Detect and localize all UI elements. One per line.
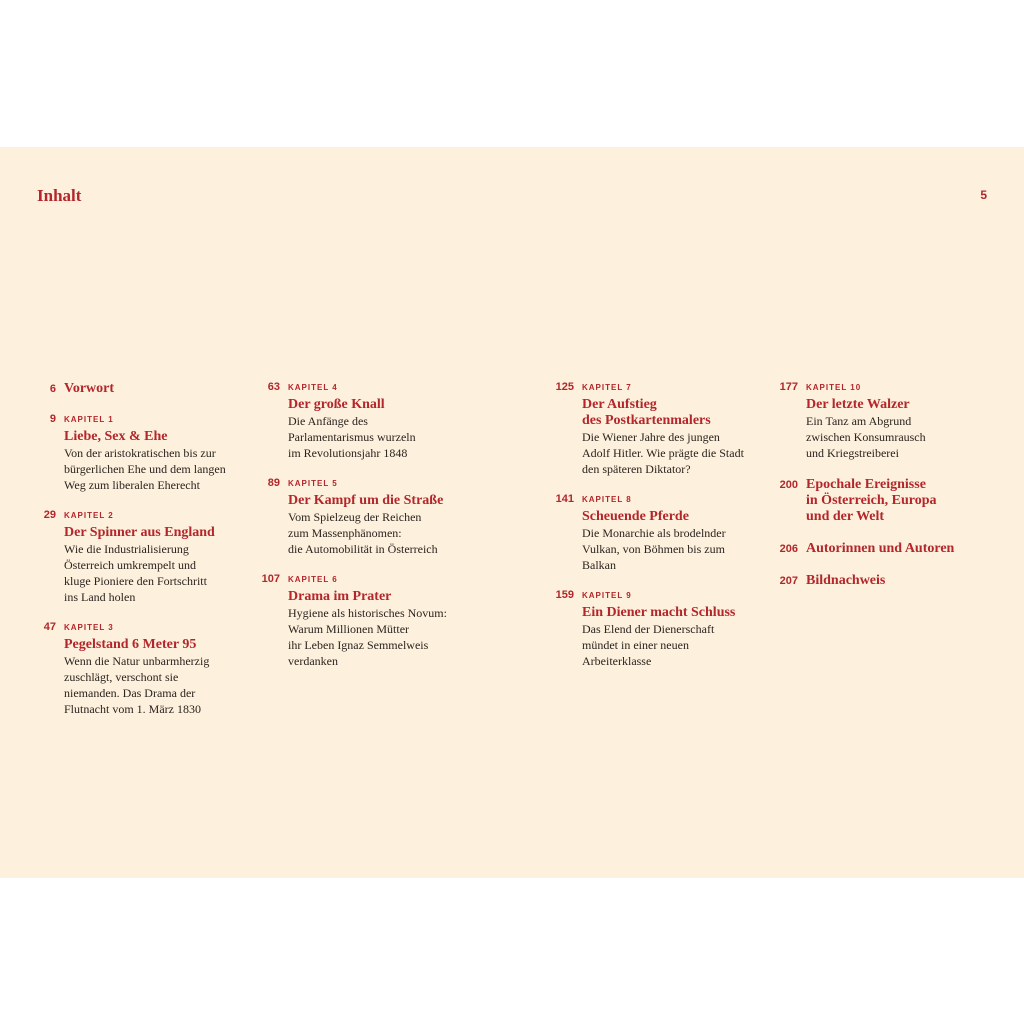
toc-title: Ein Diener macht Schluss [582, 605, 736, 620]
toc-description: Von der aristokratischen bis zur bürgerlichen Ehe und dem langen Weg zum liberalen Eherecht [64, 446, 226, 492]
toc-title: Bildnachweis [806, 573, 886, 588]
toc-description: Hygiene als historisches Novum: Warum Millionen Mütter ihr Leben Ignaz Semmelweis verdanken [288, 606, 447, 668]
toc-description: Wie die Industrialisierung Österreich umkrempelt und kluge Pioniere den Fortschritt ins Land holen [64, 542, 207, 604]
toc-entry[interactable] [43, 509, 264, 605]
toc-page-number: 177 [779, 381, 798, 393]
toc-description: Das Elend der Dienerschaft mündet in einer neuen Arbeiterklasse [582, 622, 715, 668]
toc-page-number: 47 [43, 621, 56, 633]
toc-entry[interactable] [779, 477, 1006, 525]
toc-page-number: 206 [779, 543, 798, 555]
toc-page-number: 159 [555, 589, 574, 601]
toc-entry[interactable] [43, 621, 264, 717]
chapter-label: KAPITEL 7 [582, 383, 632, 392]
toc-description: Ein Tanz am Abgrund zwischen Konsumrausch und Kriegstreiberei [806, 414, 926, 460]
chapter-label: KAPITEL 6 [288, 575, 338, 584]
toc-column-4 [779, 381, 1006, 589]
chapter-label: KAPITEL 8 [582, 495, 632, 504]
toc-page-number: 141 [555, 493, 574, 505]
toc-description: Die Monarchie als brodelnder Vulkan, von Böhmen bis zum Balkan [582, 526, 726, 572]
toc-entry[interactable] [49, 381, 264, 397]
toc-title: Der große Knall [288, 397, 385, 412]
toc-page-number: 125 [555, 381, 574, 393]
toc-title: Liebe, Sex & Ehe [64, 429, 168, 444]
toc-column-1 [43, 381, 264, 717]
chapter-label: KAPITEL 9 [582, 591, 632, 600]
toc-entry[interactable] [555, 493, 782, 573]
toc-entry[interactable] [779, 381, 1006, 461]
toc-title: Der Aufstieg des Postkartenmalers [582, 397, 711, 428]
toc-entry[interactable] [555, 589, 782, 669]
chapter-label: KAPITEL 10 [806, 383, 862, 392]
toc-description: Die Wiener Jahre des jungen Adolf Hitler. Wie prägte die Stadt den späteren Diktator? [582, 430, 744, 476]
toc-title: Pegelstand 6 Meter 95 [64, 637, 197, 652]
toc-page-number: 107 [261, 573, 280, 585]
toc-column-3 [555, 381, 782, 669]
chapter-label: KAPITEL 3 [64, 623, 114, 632]
toc-entry[interactable] [267, 381, 488, 461]
toc-title: Der letzte Walzer [806, 397, 910, 412]
chapter-label: KAPITEL 1 [64, 415, 114, 424]
toc-title: Drama im Prater [288, 589, 392, 604]
toc-page-number: 9 [49, 413, 56, 425]
toc-entry[interactable] [49, 413, 264, 493]
toc-page [0, 147, 1024, 878]
toc-title: Vorwort [64, 381, 115, 396]
page-title: Inhalt [37, 186, 82, 205]
toc-entry[interactable] [261, 573, 488, 669]
toc-page-number: 29 [43, 509, 56, 521]
chapter-label: KAPITEL 4 [288, 383, 338, 392]
toc-page-number: 6 [49, 383, 56, 395]
page-number: 5 [980, 188, 987, 202]
toc-page-number: 89 [267, 477, 280, 489]
toc-title: Der Kampf um die Straße [288, 493, 444, 508]
toc-page-number: 63 [267, 381, 280, 393]
toc-title: Der Spinner aus England [64, 525, 215, 540]
toc-page-number: 200 [779, 479, 798, 491]
toc-entry[interactable] [267, 477, 488, 557]
toc-description: Wenn die Natur unbarmherzig zuschlägt, verschont sie niemanden. Das Drama der Flutnacht vom 1. März 1830 [64, 654, 210, 716]
toc-column-2 [261, 381, 488, 669]
toc-title: Autorinnen und Autoren [806, 541, 955, 556]
toc-title: Epochale Ereignisse in Österreich, Europa und der Welt [806, 477, 937, 524]
toc-entry[interactable] [779, 541, 1006, 557]
toc-page-number: 207 [779, 575, 798, 587]
toc-description: Die Anfänge des Parlamentarismus wurzeln im Revolutionsjahr 1848 [288, 414, 416, 460]
chapter-label: KAPITEL 2 [64, 511, 114, 520]
toc-entry[interactable] [555, 381, 782, 477]
toc-title: Scheuende Pferde [582, 509, 689, 524]
toc-entry[interactable] [779, 573, 1006, 589]
chapter-label: KAPITEL 5 [288, 479, 338, 488]
toc-description: Vom Spielzeug der Reichen zum Massenphänomen: die Automobilität in Österreich [288, 510, 438, 556]
